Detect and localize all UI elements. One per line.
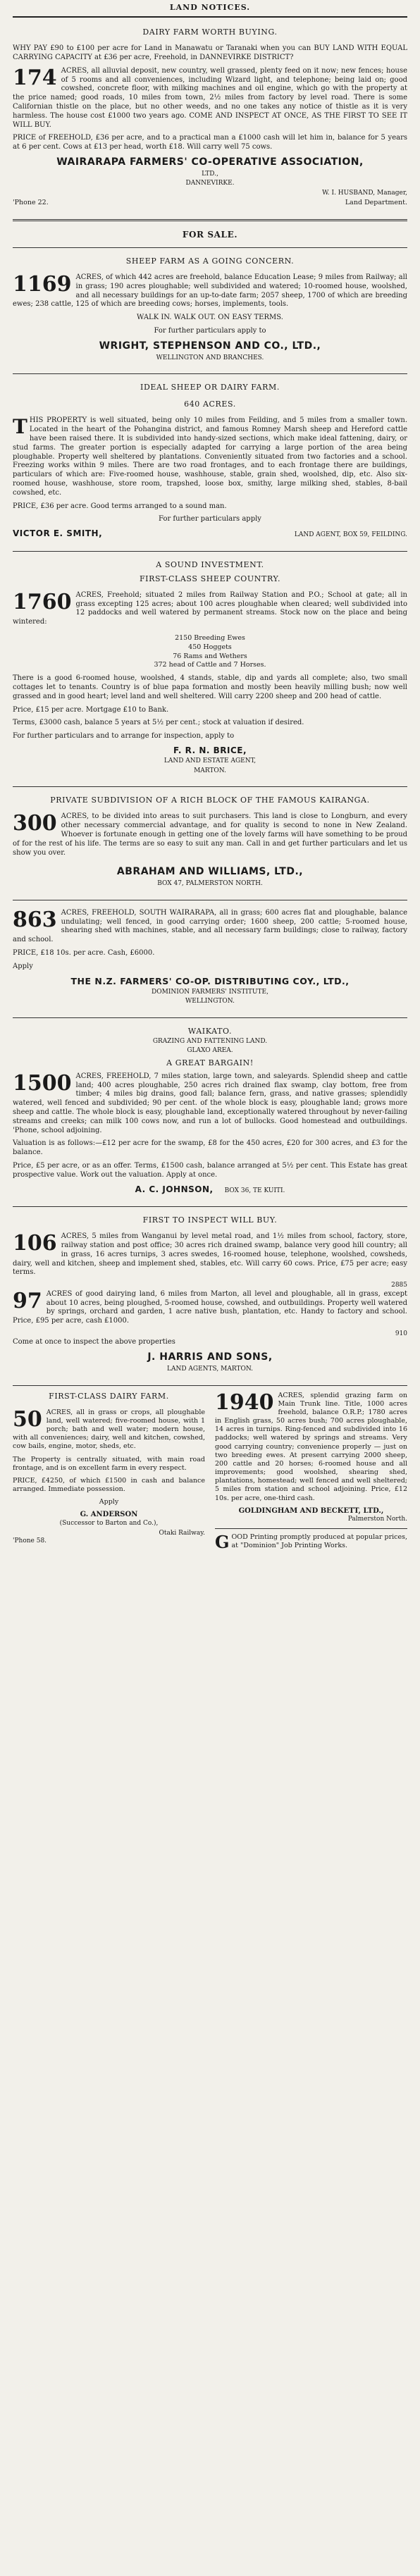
- ad-terms: Terms, £3000 cash, balance 5 years at 5½ per cent.; stock at valuation if desired.: [13, 719, 304, 727]
- ad-body: ACRES, of which 442 acres are freehold, balance Education Lease; 9 miles from Railway; all in grass; 190 acres ploughable; well subdivided and watered; 10-roomed house, woolshed, and all necessary buildings for an up-to-date farm; 2057 sheep, 1700 of which are breeding ewes; 238 cattle, 125 of which are breeding cows; horses, implements, tools.: [13, 273, 407, 309]
- ad-heading: FIRST TO INSPECT WILL BUY.: [142, 1215, 278, 1225]
- ad-price: PRICE, £4250, of which £1500 in cash and balance arranged. Immediate possession.: [13, 1476, 205, 1493]
- reference-number: 910: [395, 1330, 407, 1337]
- firm-address: LAND AGENTS, MARTON.: [166, 1366, 253, 1373]
- phone-number: 'Phone 58.: [13, 1537, 47, 1545]
- divider: [13, 786, 407, 787]
- firm-name: WAIRARAPA FARMERS' CO-OPERATIVE ASSOCIATION,: [56, 156, 364, 168]
- ad-subheading-area: GLAXO AREA.: [187, 1047, 233, 1055]
- firm-name: J. HARRIS AND SONS,: [147, 1351, 273, 1363]
- drop-cap: T: [13, 415, 27, 439]
- ad-subheading: FIRST-CLASS SHEEP COUNTRY.: [139, 574, 281, 583]
- ad-body: ACRES, to be divided into areas to suit purchasers. This land is close to Longburn, and every other necessary commercial advantage, and for quality is second to none in New Zealand. Whoever is fortunate enough in getting one of the lovely farms will have something to be proud of for the rest of his life. The terms are so easy to suit any man. Call in and get further particulars and let us show you over.: [13, 812, 407, 857]
- stock-item: 372 head of Cattle and 7 Horses.: [154, 661, 266, 669]
- ad-heading: A SOUND INVESTMENT.: [156, 559, 264, 569]
- agent-row: [13, 528, 407, 540]
- firm-institute: DOMINION FARMERS' INSTITUTE,: [152, 988, 268, 996]
- ad-body: ACRES, Freehold; situated 2 miles from Railway Station and P.O.; School at gate; all in grass excepting 125 acres; about 100 acres ploughable when cleared; well subdivided into 12 paddocks and well watered by permanent streams. Stock now on the place and being wintered:: [13, 590, 407, 626]
- acreage-number: 106: [13, 1231, 57, 1256]
- agent-predecessor: (Successor to Barton and Co.),: [59, 1520, 159, 1528]
- firm-town: DANNEVIRKE.: [185, 180, 235, 187]
- agent-town: MARTON.: [194, 767, 226, 774]
- agent-row: [13, 1184, 407, 1196]
- divider: [13, 219, 407, 221]
- ad-sound-investment: [13, 560, 407, 776]
- ad-body-continued: There is a good 6-roomed house, woolshed, 4 stands, stable, dip and yards all complete; also, two small cottages let to tenants. Country is of blue papa formation and mostly been heavily milling bush; now well grassed and in good heart; level land and well sheltered. Will carry 2200 sheep and 200 head of cattle.: [13, 674, 407, 700]
- ad-subheading: GRAZING AND FATTENING LAND.: [152, 1037, 268, 1045]
- ad-waikato: [13, 1027, 407, 1195]
- agent-name: A. C. JOHNSON,: [135, 1184, 214, 1194]
- ad-bargain-banner: A GREAT BARGAIN!: [166, 1058, 254, 1067]
- ad-body: HIS PROPERTY is well situated, being only 10 miles from Feilding, and 5 miles from a smaller town. Located in the heart of the Pohangina district, and famous Romney Marsh sheep and Hereford cattle have been raised there. It is subdivided into handy-sized sections, which make ideal fattening, dairy, or stud farms. The greater portion is especially adapted for carrying a large portion of the area being ploughable. Property well sheltered by plantations. Conveniently situated from two factories and a school. Freezing works within 9 miles. There are two road frontages, and to each frontage there are buildings, particulars of which are: Five-roomed house, washhouse, stable, grain shed, woolshed, dip, etc. Also six-roomed house, washhouse, store room, trapshed, loose box, smithy, large milking shed, stables, 8-bail cowshed, etc.: [13, 416, 407, 497]
- signature-row: [13, 199, 407, 207]
- ad-subheading: 640 ACRES.: [184, 400, 236, 409]
- printing-notice: OOD Printing promptly produced at popular prices, at "Dominion" Job Printing Works.: [231, 1532, 407, 1550]
- apply-line: For further particulars apply: [159, 515, 261, 524]
- column-right: [215, 1389, 407, 1555]
- manager-name: W. I. HUSBAND, Manager,: [322, 189, 407, 197]
- ad-heading: FIRST-CLASS DAIRY FARM.: [49, 1391, 169, 1401]
- section-masthead: LAND NOTICES.: [13, 0, 407, 18]
- agent-detail: LAND AGENT, BOX 59, FEILDING.: [294, 531, 407, 539]
- ad-south-wairarapa: [13, 909, 407, 1006]
- firm-suffix: LTD.,: [202, 170, 218, 178]
- divider: [13, 247, 407, 248]
- acreage-number: 1169: [13, 271, 72, 297]
- agent-town: Otaki Railway.: [159, 1529, 205, 1537]
- bottom-columns: [13, 1385, 407, 1555]
- ad-body: ACRES of good dairying land, 6 miles from Marton, all level and ploughable, all in grass, except about 10 acres, being ploughed, 5-roomed house, cowshed, and outbuildings. Property well watered by springs, orchard and garden, 1 acre native bush, plantation, etc. Handy to factory and school. Price, £95 per acre, cash £1000.: [13, 1289, 407, 1325]
- divider: [13, 551, 407, 552]
- acreage-number: 1760: [13, 589, 72, 614]
- firm-name: ABRAHAM AND WILLIAMS, LTD.,: [116, 866, 304, 878]
- ad-body: ACRES, all in grass or crops, all ploughable land, well watered; five-roomed house, with 1 porch; bath and well water; modern house, with all conveniences; dairy, well and kitchen, cowshed, cow bails, engine, motor, sheds, etc.: [13, 1408, 205, 1451]
- ad-price: PRICE, £18 10s. per acre. Cash, £6000.: [13, 949, 155, 958]
- acreage-number: 50: [13, 1406, 42, 1432]
- ad-body: ACRES, FREEHOLD, 7 miles station, large town, and saleyards. Splendid sheep and cattle land; 400 acres ploughable, 250 acres rich drained flax swamp, clay bottom, free from timber; 4 miles big drains, good fall; balance fern, grass, and native grasses; splendidly watered, well fenced and subdivided; 90 per cent. of the whole block is easy, ploughable land; grows more sheep and cattle. The whole block is easy, ploughable land, exceptionally watered throughout by never-failing streams and creeks; can milk 100 cows now, and run a lot of bullocks. Good homestead and outbuildings. 'Phone, school adjoining.: [13, 1072, 407, 1134]
- ad-body: ACRES, FREEHOLD, SOUTH WAIRARAPA, all in grass; 600 acres flat and ploughable, balance undulating; well fenced, in good carrying order; 1600 sheep, 200 cattle; 5-roomed house, shearing shed with machines, stable, and all necessary farm buildings; close to railway, factory and school.: [13, 908, 407, 944]
- ad-tagline: WALK IN. WALK OUT. ON EASY TERMS.: [137, 314, 283, 322]
- ad-price: PRICE of FREEHOLD, £36 per acre, and to a practical man a £1000 cash will let him in, balance for 5 years at 6 per cent. Cows at £13 per head, worth £18. Will carry well 75 cows.: [13, 134, 407, 151]
- ad-price: Price, £5 per acre, or as an offer. Terms, £1500 cash, balance arranged at 5½ per cent. This Estate has great prospective value. Work out the valuation. Apply at once.: [13, 1162, 407, 1179]
- agent-name: G. ANDERSON: [80, 1511, 138, 1519]
- stock-item: 2150 Breeding Ewes: [175, 633, 245, 642]
- firm-location: Palmerston North.: [347, 1516, 407, 1523]
- phone-number: 'Phone 22.: [13, 199, 49, 207]
- department: Land Department.: [345, 199, 407, 207]
- acreage-number: 1500: [13, 1070, 72, 1096]
- agent-name: VICTOR E. SMITH,: [13, 528, 103, 539]
- ad-heading: IDEAL SHEEP OR DAIRY FARM.: [140, 383, 280, 392]
- agent-title: LAND AND ESTATE AGENT,: [163, 757, 257, 765]
- apply-line: For further particulars apply to: [154, 326, 266, 335]
- reference-number: 2885: [391, 1282, 407, 1289]
- acreage-number: 174: [13, 65, 57, 90]
- firm-name: WRIGHT, STEPHENSON AND CO., LTD.,: [99, 340, 321, 352]
- divider: [215, 1528, 407, 1529]
- acreage-number: 97: [13, 1288, 42, 1313]
- ad-body-continued: The Property is centrally situated, with main road frontage, and is on excellent farm in every respect.: [13, 1455, 205, 1472]
- column-left: [13, 1392, 205, 1555]
- agent-name: F. R. N. BRICE,: [173, 745, 247, 755]
- ad-ideal-sheep-dairy-farm: [13, 383, 407, 539]
- acreage-number: 300: [13, 811, 57, 836]
- stock-list: [13, 634, 407, 670]
- ad-for-sale-sheep-farm: [13, 230, 407, 363]
- ad-heading: DAIRY FARM WORTH BUYING.: [142, 27, 278, 37]
- ad-valuation: Valuation is as follows:—£12 per acre for the swamp, £8 for the 450 acres, £20 for 300 acres, and £3 for the balance.: [13, 1139, 407, 1157]
- firm-name: THE N.Z. FARMERS' CO-OP. DISTRIBUTING COY., LTD.,: [70, 975, 350, 986]
- ad-first-to-inspect: [13, 1215, 407, 1374]
- ad-body: ACRES, splendid grazing farm on Main Trunk line. Title, 1000 acres freehold, balance O.R.P.; 1780 acres in English grass, 50 acres bush; 700 acres ploughable, 14 acres in turnips. Ring-fenced and subdivided into 16 paddocks; well watered by springs and streams. Very good carrying country; convenience properly — just on two breeding ewes. At present carrying 2000 sheep, 200 cattle and 20 horses; 6-roomed house and all improvements; good woolshed, shearing shed, plantations, homestead; well fenced and well sheltered; 5 miles from station and school adjoining. Price, £12 10s. per acre, one-third cash.: [215, 1391, 407, 1502]
- divider: [13, 1206, 407, 1207]
- acreage-number: 1940: [215, 1389, 274, 1415]
- drop-cap: G: [215, 1531, 230, 1552]
- ad-price: PRICE, £36 per acre. Good terms arranged to a sound man.: [13, 502, 227, 510]
- firm-location: WELLINGTON AND BRANCHES.: [156, 354, 264, 361]
- ad-price: Price, £15 per acre. Mortgage £10 to Bank.: [13, 705, 169, 714]
- apply-line: Apply: [13, 962, 33, 970]
- apply-line: Apply: [99, 1498, 119, 1506]
- ad-heading: PRIVATE SUBDIVISION OF A RICH BLOCK OF THE FAMOUS KAIRANGA.: [50, 795, 370, 805]
- divider: [13, 1017, 407, 1018]
- ad-heading: FOR SALE.: [182, 229, 238, 240]
- stock-item: 76 Rams and Wethers: [173, 652, 247, 660]
- ad-body: ACRES, 5 miles from Wanganui by level metal road, and 1½ miles from school, factory, store, railway station and post office; 30 acres rich drained swamp, balance very good hill country; all in grass, 16 acres turnips, 3 acres swedes, 16-roomed house, telephone, woolshed, cowsheds, dairy, well and kitchen, sheep and implement shed, stables, etc. Will carry 60 cows. Price, £75 per acre; easy terms.: [13, 1232, 407, 1277]
- firm-town: WELLINGTON.: [185, 998, 235, 1005]
- divider: [13, 373, 407, 374]
- ad-intro: WHY PAY £90 to £100 per acre for Land in Manawatu or Taranaki when you can BUY LAND WITH EQUAL CARRYING CAPACITY at £36 per acre, Freehold, in DANNEVIRKE DISTRICT?: [13, 44, 407, 61]
- firm-address: BOX 47, PALMERSTON NORTH.: [157, 880, 263, 888]
- acreage-number: 863: [13, 907, 57, 932]
- ad-dairy-farm-worth-buying: [13, 27, 407, 207]
- apply-line: For further particulars and to arrange for inspection, apply to: [13, 732, 235, 741]
- stock-item: 450 Hoggets: [188, 643, 232, 651]
- apply-line: Come at once to inspect the above properties: [13, 1338, 175, 1346]
- agent-detail: BOX 36, TE KUITI.: [224, 1187, 285, 1194]
- ad-body: ACRES, all alluvial deposit, new country, well grassed, plenty feed on it now; new fences; house of 5 rooms and all conveniences, including Wizard light, and telephone; being laid on; good cowshed, concrete floor, with milking machines and oil engine, which go with the property at the price named; good roads, 10 miles from town, 2½ miles from factory by level road. There is some Californian thistle on the place, but no other weeds, and no one takes any notice of thistle as it is very harmless. The house cost £1000 two years ago. COME AND INSPECT AT ONCE, AS THE FIRST TO SEE IT WILL BUY.: [13, 66, 407, 129]
- ad-kairanga-subdivision: [13, 795, 407, 888]
- ad-heading: WAIKATO.: [187, 1026, 233, 1036]
- firm-name: GOLDINGHAM AND BECKETT, LTD.,: [238, 1506, 384, 1515]
- ad-subheading: SHEEP FARM AS A GOING CONCERN.: [125, 256, 295, 266]
